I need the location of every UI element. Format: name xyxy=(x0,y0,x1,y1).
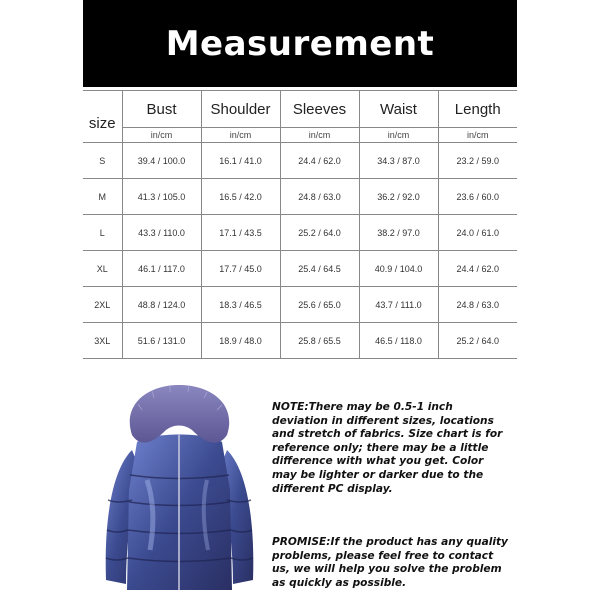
table-cell: 24.8 / 63.0 xyxy=(280,179,359,215)
table-cell: 25.2 / 64.0 xyxy=(280,215,359,251)
table-cell: 39.4 / 100.0 xyxy=(122,143,201,179)
size-label: 2XL xyxy=(83,287,122,323)
column-header-length: Length xyxy=(438,91,517,128)
table-cell: 17.7 / 45.0 xyxy=(201,251,280,287)
table-cell: 38.2 / 97.0 xyxy=(359,215,438,251)
table-cell: 18.3 / 46.5 xyxy=(201,287,280,323)
size-label: M xyxy=(83,179,122,215)
table-cell: 25.6 / 65.0 xyxy=(280,287,359,323)
size-label: 3XL xyxy=(83,323,122,359)
column-header-sleeves: Sleeves xyxy=(280,91,359,128)
table-cell: 40.9 / 104.0 xyxy=(359,251,438,287)
table-cell: 24.8 / 63.0 xyxy=(438,287,517,323)
table-cell: 18.9 / 48.0 xyxy=(201,323,280,359)
unit-label: in/cm xyxy=(359,128,438,143)
unit-label: in/cm xyxy=(438,128,517,143)
unit-label: in/cm xyxy=(201,128,280,143)
size-label: L xyxy=(83,215,122,251)
column-header-bust: Bust xyxy=(122,91,201,128)
table-cell: 25.4 / 64.5 xyxy=(280,251,359,287)
table-cell: 41.3 / 105.0 xyxy=(122,179,201,215)
table-cell: 36.2 / 92.0 xyxy=(359,179,438,215)
table-cell: 24.0 / 61.0 xyxy=(438,215,517,251)
table-cell: 23.2 / 59.0 xyxy=(438,143,517,179)
measurement-banner xyxy=(83,0,517,87)
table-cell: 24.4 / 62.0 xyxy=(438,251,517,287)
unit-label: in/cm xyxy=(122,128,201,143)
size-label: S xyxy=(83,143,122,179)
table-row xyxy=(83,323,517,359)
table-row xyxy=(83,287,517,323)
table-cell: 46.1 / 117.0 xyxy=(122,251,201,287)
table-cell: 43.7 / 111.0 xyxy=(359,287,438,323)
table-cell: 16.1 / 41.0 xyxy=(201,143,280,179)
table-cell: 24.4 / 62.0 xyxy=(280,143,359,179)
hooded-puffer-jacket-icon xyxy=(92,380,267,595)
table-row xyxy=(83,215,517,251)
table-cell: 25.8 / 65.5 xyxy=(280,323,359,359)
table-cell: 34.3 / 87.0 xyxy=(359,143,438,179)
note-text: NOTE:There may be 0.5-1 inch deviation in different sizes, locations and stretch of fabrics. Size chart is for reference only; there may be a little difference with what you get. Color may be lighter or darker due to the different PC display. xyxy=(272,401,503,495)
table-cell: 43.3 / 110.0 xyxy=(122,215,201,251)
table-cell: 17.1 / 43.5 xyxy=(201,215,280,251)
column-header-waist: Waist xyxy=(359,91,438,128)
unit-label: in/cm xyxy=(280,128,359,143)
table-cell: 46.5 / 118.0 xyxy=(359,323,438,359)
table-row xyxy=(83,251,517,287)
table-cell: 23.6 / 60.0 xyxy=(438,179,517,215)
promise-text: PROMISE:If the product has any quality problems, please feel free to contact us, we will help you solve the problem as quickly as possible. xyxy=(272,536,508,589)
table-cell: 16.5 / 42.0 xyxy=(201,179,280,215)
table-cell: 48.8 / 124.0 xyxy=(122,287,201,323)
column-header-shoulder: Shoulder xyxy=(201,91,280,128)
table-cell: 25.2 / 64.0 xyxy=(438,323,517,359)
table-cell: 51.6 / 131.0 xyxy=(122,323,201,359)
table-row xyxy=(83,179,517,215)
size-chart-table xyxy=(83,90,517,359)
size-header: size xyxy=(83,91,122,143)
page-title: Measurement xyxy=(165,23,435,64)
size-label: XL xyxy=(83,251,122,287)
table-row xyxy=(83,143,517,179)
